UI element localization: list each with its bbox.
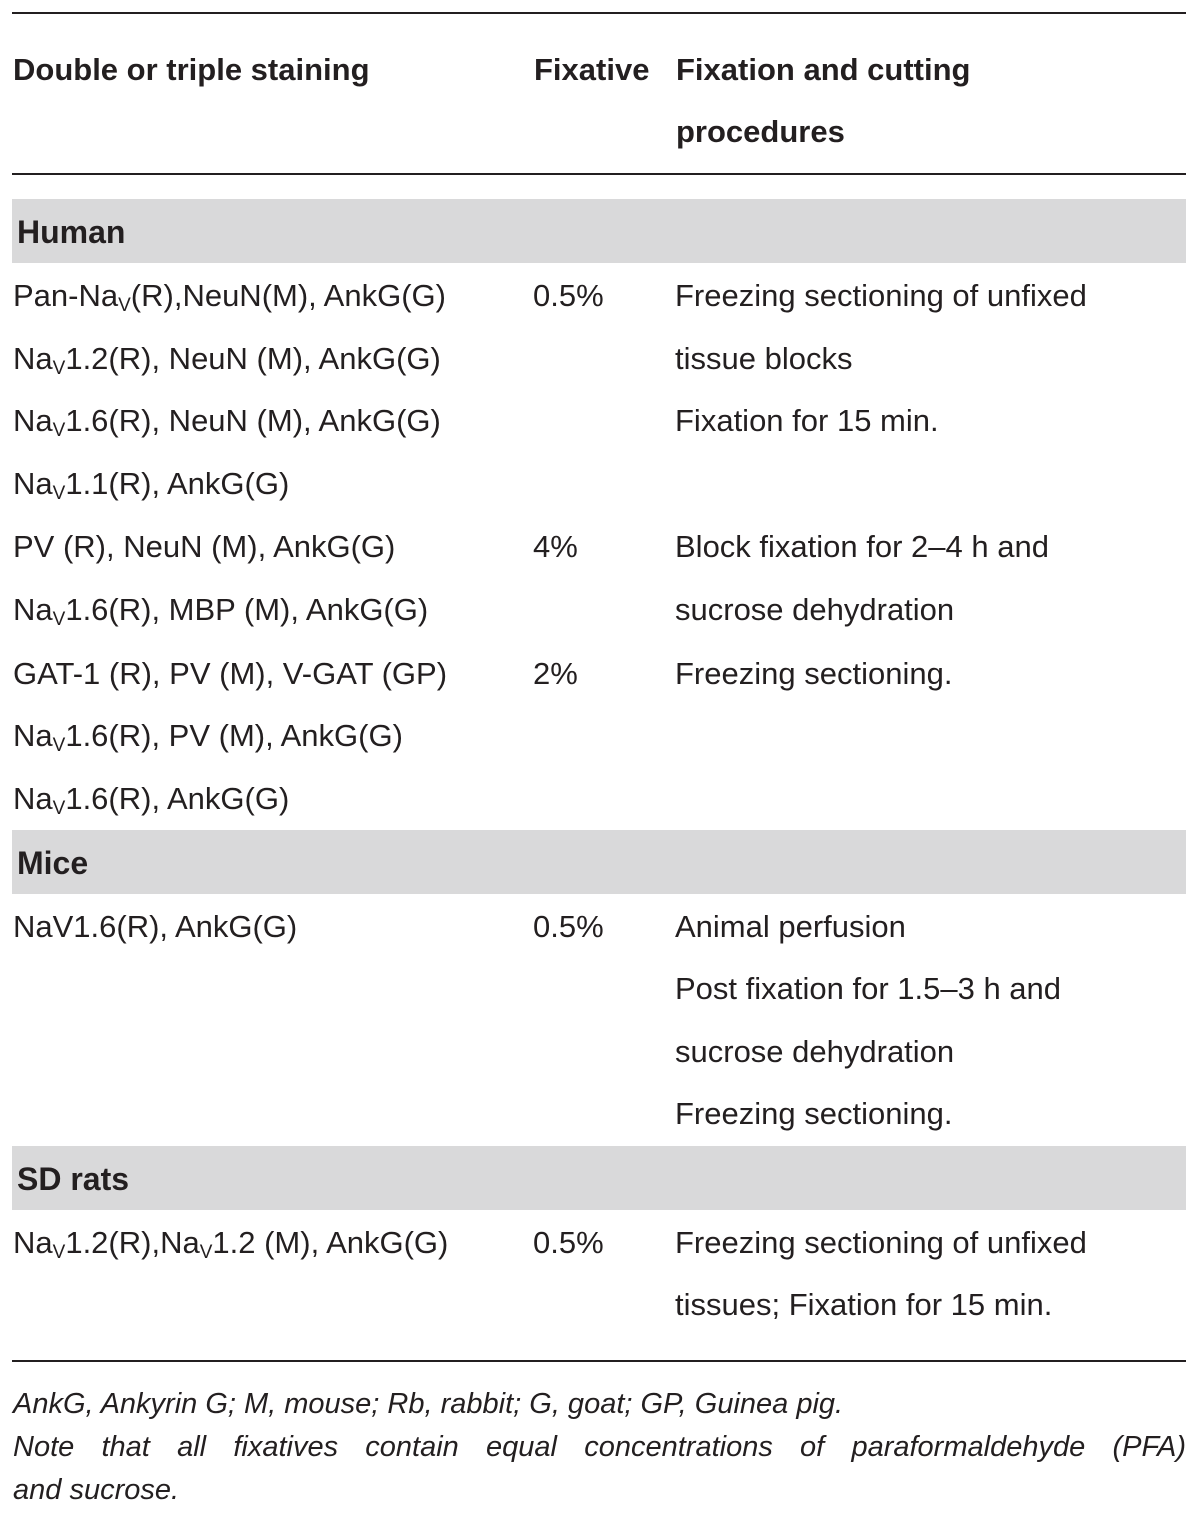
procedure-cell: tissues; Fixation for 15 min. (675, 1287, 1053, 1322)
section-title-mice: Mice (17, 845, 89, 881)
procedure-cell: Freezing sectioning of unfixed (675, 278, 1087, 313)
procedure-cell: Fixation for 15 min. (675, 403, 939, 438)
section-title-sd-rats: SD rats (17, 1161, 130, 1197)
staining-cell: $Na_V1.6(R)$, MBP (M), AnkG(G) (13, 592, 429, 630)
staining-cell: GAT-1 (R), PV (M), V-GAT (GP) (13, 656, 448, 691)
procedure-cell: Animal perfusion (675, 909, 906, 944)
procedure-cell: Freezing sectioning of unfixed (675, 1225, 1087, 1260)
procedure-cell: sucrose dehydration (675, 1034, 955, 1069)
procedure-cell: Block fixation for 2–4 h and (675, 529, 1049, 564)
staining-cell: $Na_V1.2(R)$, NeuN (M), AnkG(G) (13, 341, 441, 379)
column-header-procedures: Fixation and cutting (676, 52, 971, 87)
header-bottom-rule (12, 173, 1186, 175)
footnote-note (13, 1426, 1186, 1512)
procedure-cell: Post fixation for 1.5–3 h and (675, 971, 1062, 1006)
footnote-note-line1: Note that all fixatives contain equal concentrations of paraformaldehyde (PFA) (13, 1431, 1186, 1463)
staining-cell: $Na_V1.2(R),Na_V1.2$ (M), AnkG(G) (13, 1225, 449, 1263)
procedure-cell: tissue blocks (675, 341, 853, 376)
section-band-human (12, 199, 1186, 263)
staining-cell: Pan-$Na_V(R),NeuN(M)$, AnkG(G) (13, 278, 446, 316)
fixative-cell: 4% (533, 529, 578, 564)
procedure-cell: sucrose dehydration (675, 592, 955, 627)
column-header-procedures-cont: procedures (676, 114, 845, 149)
footnote-abbreviations: AnkG, Ankyrin G; M, mouse; Rb, rabbit; G, goat; GP, Guinea pig. (13, 1388, 844, 1420)
staining-cell: NaV1.6(R), AnkG(G) (13, 909, 298, 944)
column-header-fixative: Fixative (534, 52, 650, 87)
section-title-human: Human (17, 214, 126, 250)
fixative-cell: 0.5% (533, 278, 604, 313)
table-top-rule (12, 12, 1186, 14)
fixative-cell: 2% (533, 656, 578, 691)
staining-cell: PV (R), NeuN (M), AnkG(G) (13, 529, 396, 564)
column-header-staining: Double or triple staining (13, 52, 370, 87)
staining-cell: $Na_V1.6(R)$, PV (M), AnkG(G) (13, 718, 403, 756)
staining-cell: $Na_V1.6(R)$, NeuN (M), AnkG(G) (13, 403, 441, 441)
section-band-mice (12, 830, 1186, 894)
section-band-sd-rats (12, 1146, 1186, 1210)
staining-cell: $Na_V1.6(R)$, AnkG(G) (13, 781, 290, 819)
fixative-cell: 0.5% (533, 909, 604, 944)
table-bottom-rule (12, 1360, 1186, 1362)
footnote-note-line2: and sucrose. (13, 1474, 180, 1506)
procedure-cell: Freezing sectioning. (675, 1096, 953, 1131)
fixative-cell: 0.5% (533, 1225, 604, 1260)
procedure-cell: Freezing sectioning. (675, 656, 953, 691)
staining-cell: $Na_V1.1(R)$, AnkG(G) (13, 466, 290, 504)
